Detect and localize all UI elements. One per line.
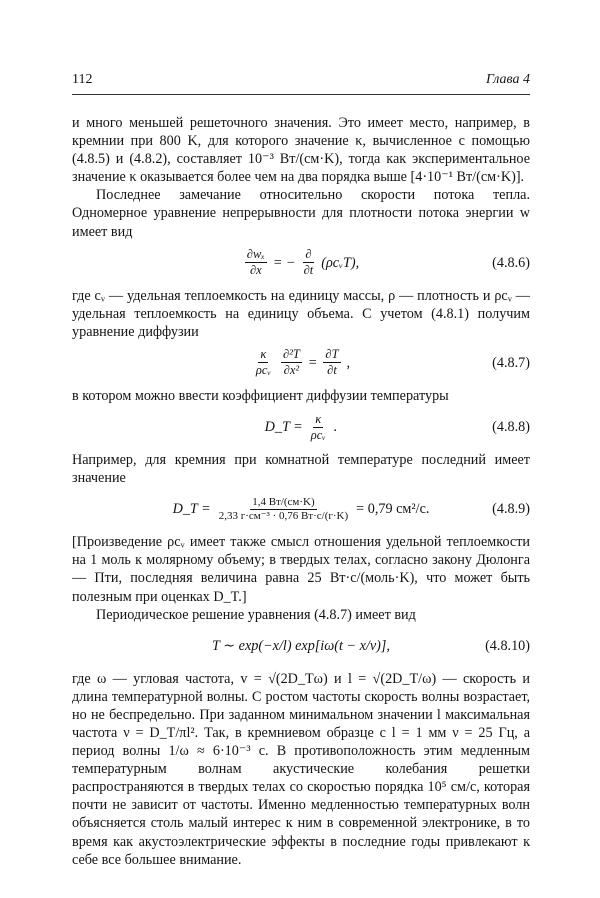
equation-number: (4.8.6): [492, 254, 530, 271]
paragraph: [Произведение ρcᵥ имеет также смысл отношения удельной теплоемкости на 1 моль к молярному объему; в твердых телах, согласно закону Дюлонга — Пти, последняя величина равна 25 Вт·с/(моль·K), что может быть полезным при оценках D_T.]: [72, 534, 530, 605]
header-rule: [72, 94, 530, 95]
chapter-title: Глава 4: [486, 72, 530, 87]
page-body: [72, 114, 530, 869]
running-header: [72, 72, 530, 92]
paragraph: и много меньшей решеточного значения. Это имеет место, например, в кремнии при 800 K, для которого значение κ, вычисленное с помощью (4.8.5) и (4.8.2), составляет 10⁻³ Вт/(см·K), тогда как экспериментальное значение κ оказывается более чем на два порядка выше [4·10⁻¹ Вт/(см·K)].: [72, 115, 530, 186]
equation-4-8-10: T ∼ exp(−x/l) exp[iω(t − x/v)], (4.8.10): [212, 637, 530, 654]
equation-number: (4.8.9): [492, 501, 530, 518]
equation-number: (4.8.10): [485, 637, 530, 654]
equation-4-8-9: D_T = $\frac{1,4 Вт/(см\cdot K)}{\text{2,33 г·см⁻³ · 0,76 Вт·с/(г·K)}}$ = 0,79 см²/с. (4.8.9): [172, 495, 530, 522]
paragraph: в котором можно ввести коэффициент диффузии температуры: [72, 387, 449, 404]
paragraph: Периодическое решение уравнения (4.8.7) имеет вид: [96, 606, 416, 623]
paragraph: Например, для кремния при комнатной температуре последний имеет значение: [72, 452, 530, 487]
equation-4-8-7: $\frac{\kappa}{\text{ρcᵥ}}$ $\frac{\text{∂²T}}{\text{∂x²}}$ = $\frac{\partial T}{\partial t}$ , (4.8.7): [255, 347, 530, 378]
paragraph: Последнее замечание относительно скорости потока тепла. Одномерное уравнение непрерывности для плотности потока энергии w имеет вид: [72, 187, 530, 240]
equation-number: (4.8.8): [492, 418, 530, 435]
page-number: 112: [72, 72, 93, 87]
paragraph: где ω — угловая частота, v = √(2D_Tω) и l = √(2D_T/ω) — скорость и длина температурной волны. С ростом частоты скорость волны возрастает, но не беспредельно. При заданном минимальном значении l максимальная частота ν = D_T/πl². Так, в кремниевом образце с l = 1 мм ν = 25 Гц, а период волны 1/ω ≈ 6·10⁻³ с. В противоположность этим медленным температурным волнам акустические колебания решетки распространяются в твердых телах со скоростью порядка 10⁵ см/с, которая почти не зависит от частоты. Именно медленностью температурных волн объясняется столь малый интерес к ним в современной электронике, в то время как акустоэлектрические эффекты в последние годы привлекают к себе все большее внимание.: [72, 670, 530, 868]
equation-4-8-8: D_T = $\frac{\kappa}{\text{ρcᵥ}}$ . (4.8.8): [264, 411, 530, 442]
paragraph: где cᵥ — удельная теплоемкость на единицу массы, ρ — плотность и ρcᵥ — удельная теплоемкость на единицу объема. С учетом (4.8.1) получим уравнение диффузии: [72, 287, 530, 340]
equation-4-8-6: $\frac{\text{∂wₓ}}{\partial x}$ = − $\frac{\partial}{\partial t}$ (ρcᵥT), (4.8.6): [246, 247, 530, 278]
equation-number: (4.8.7): [492, 354, 530, 371]
